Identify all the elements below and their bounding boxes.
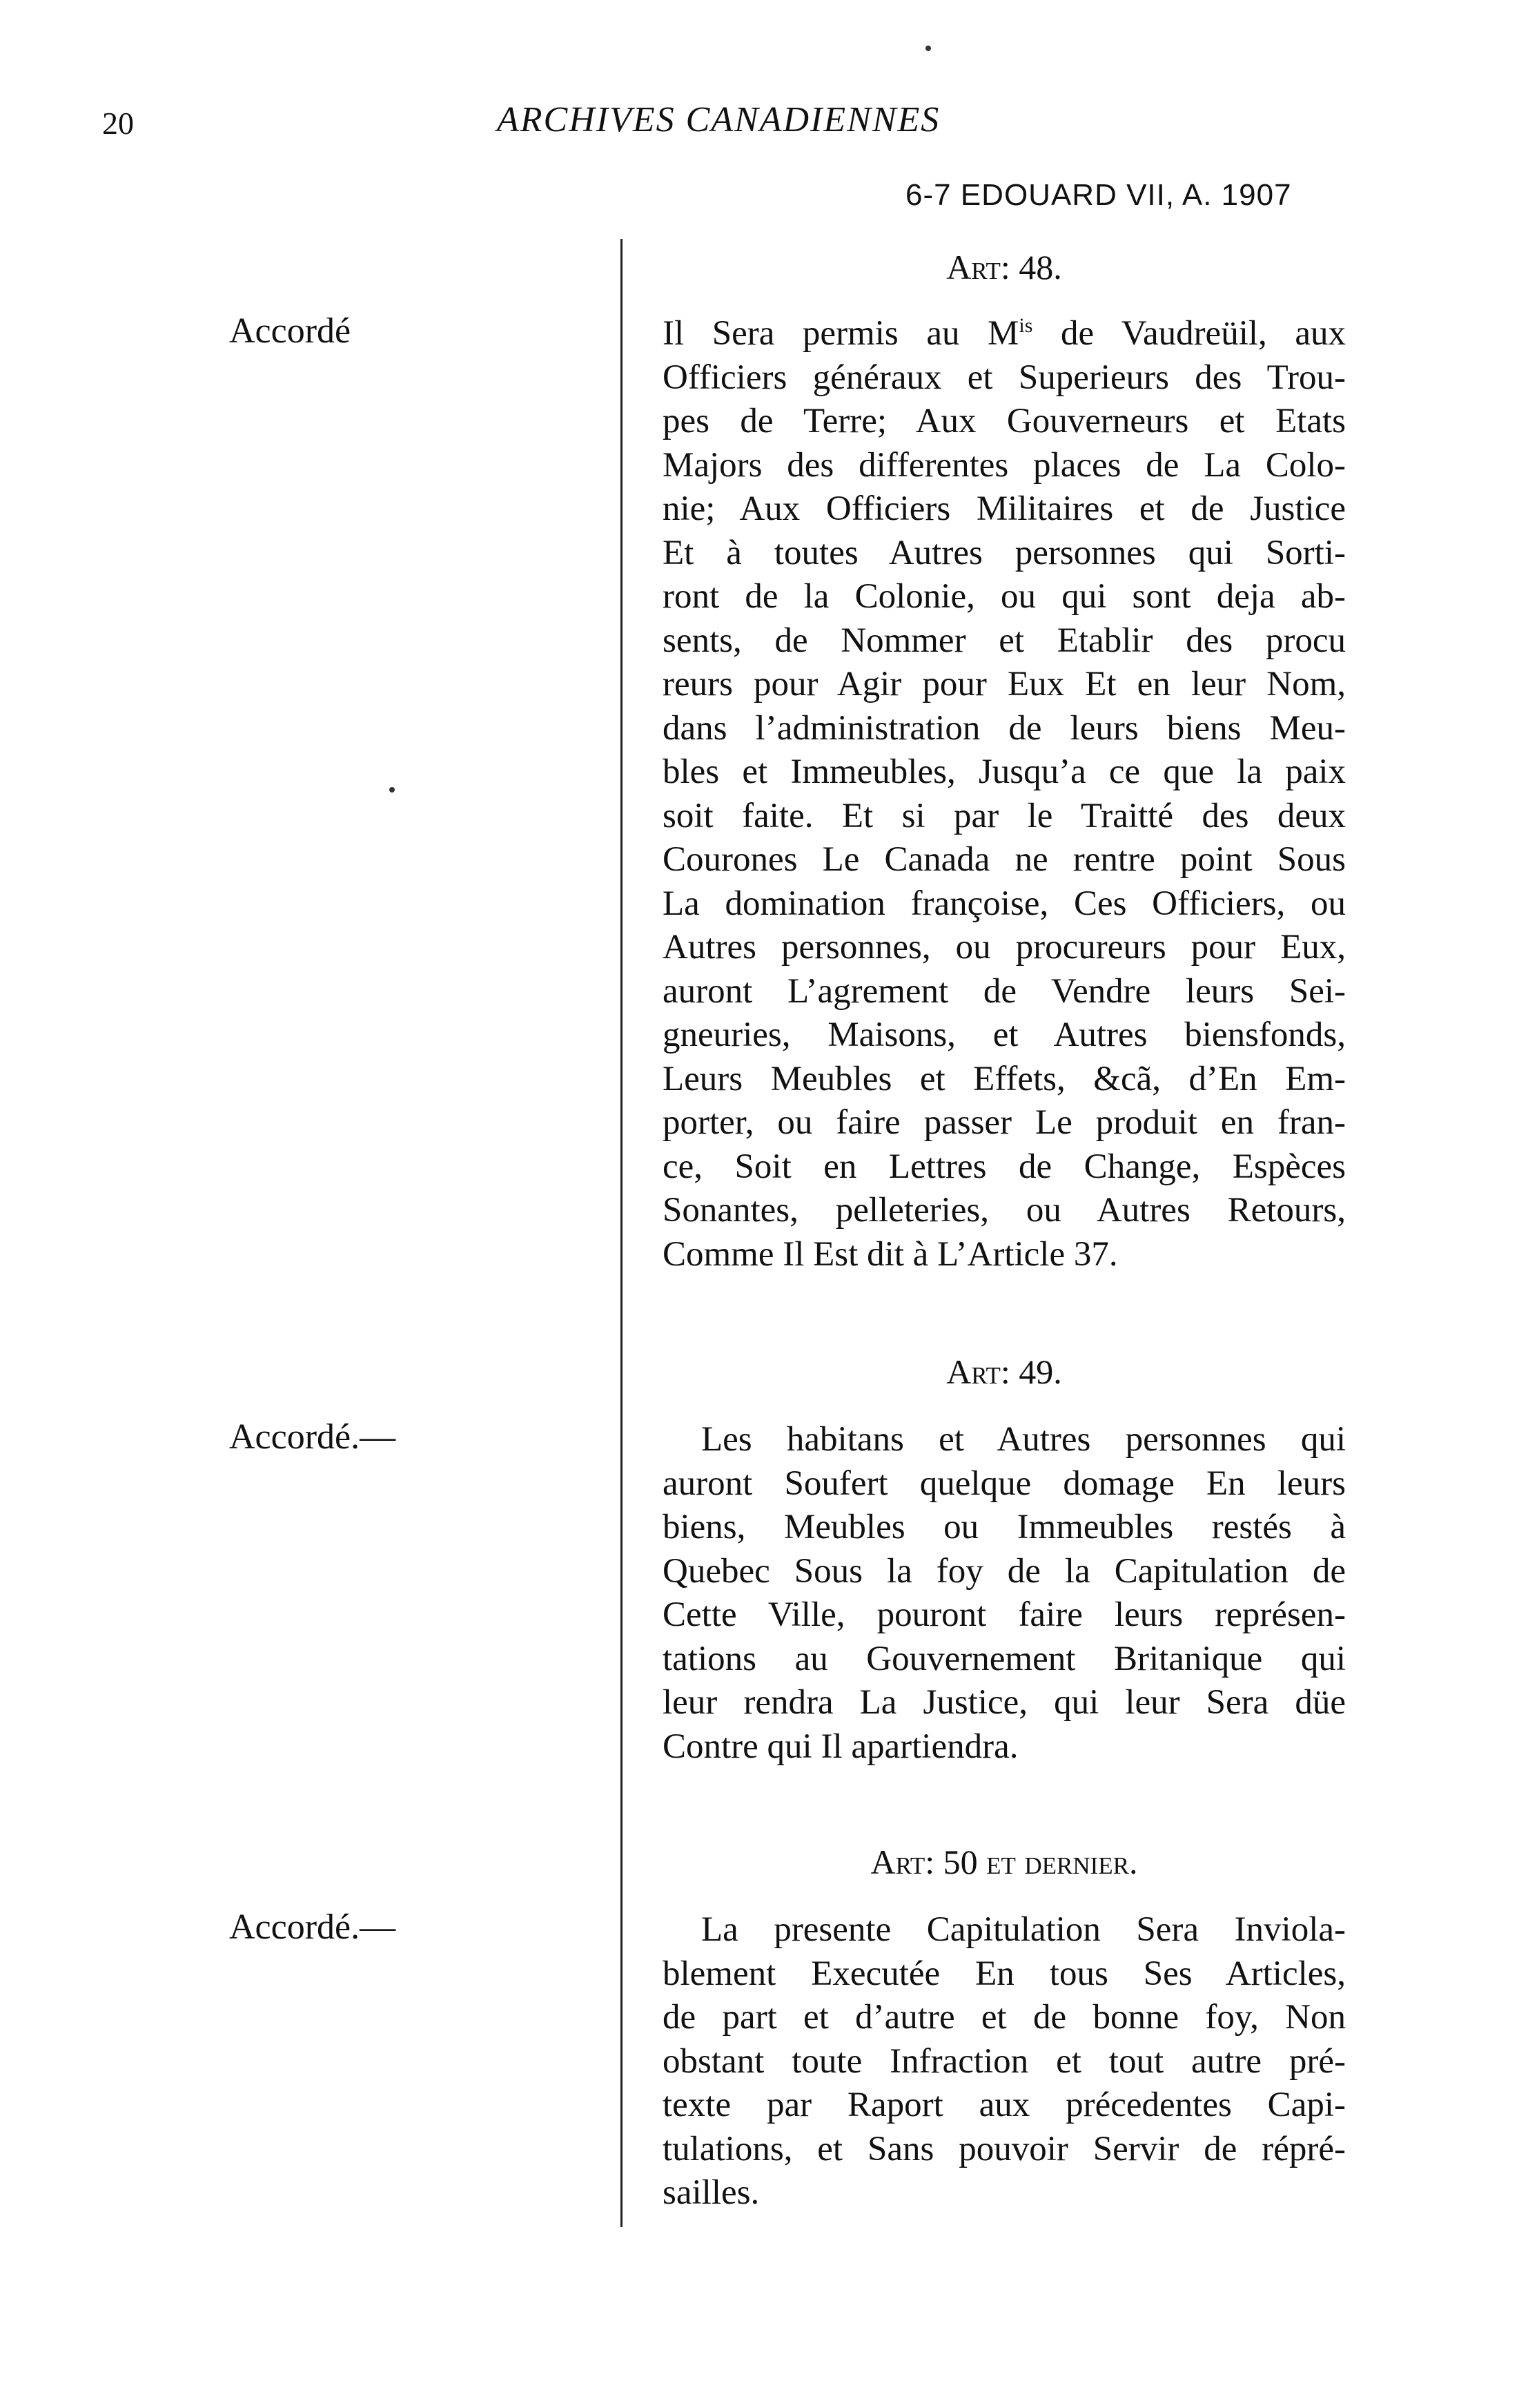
text-line: pes de Terre; Aux Gouverneurs et Etats — [663, 402, 1346, 440]
text-line: blement Executée En tous Ses Articles, — [663, 1954, 1346, 1993]
text-line: nie; Aux Officiers Militaires et de Justice — [663, 489, 1346, 528]
text-line: Majors des differentes places de La Colo- — [663, 445, 1346, 485]
text-line: Contre qui Il apartiendra. — [663, 1727, 1019, 1766]
text-line: obstant toute Infraction et tout autre pré- — [663, 2041, 1346, 2081]
text-line: biens, Meubles ou Immeubles restés à — [663, 1508, 1346, 1546]
text-line: Comme Il Est dit à L’Article 37. — [663, 1234, 1118, 1274]
text-line: auront L’agrement de Vendre leurs Sei- — [663, 971, 1346, 1011]
article-50-response: Accordé.— — [229, 1907, 396, 1947]
text-line: gneuries, Maisons, et Autres biensfonds, — [663, 1016, 1346, 1054]
text-line: tulations, et Sans pouvoir Servir de répré- — [663, 2129, 1346, 2168]
column-rule — [620, 239, 623, 2227]
text-line: bles et Immeubles, Jusqu’a ce que la paix — [663, 752, 1346, 791]
text-line: tations au Gouvernement Britanique qui — [663, 1639, 1346, 1678]
text-line: Il Sera permis au $M^{is}$ de Vaudreüil, aux — [663, 314, 1346, 353]
text-line: sailles. — [663, 2173, 760, 2212]
article-48-response: Accordé — [229, 311, 351, 351]
text-line: Officiers généraux et Superieurs des Trou- — [663, 358, 1346, 397]
text-line: ce, Soit en Lettres de Change, Espèces — [663, 1147, 1346, 1186]
text-line: sents, de Nommer et Etablir des procu — [663, 621, 1346, 660]
article-49-text — [663, 1418, 1346, 1769]
article-48-title: Art: 48. — [946, 248, 1062, 287]
article-50-title: Art: 50 et dernier. — [870, 1843, 1138, 1881]
text-line: ront de la Colonie, ou qui sont deja ab- — [663, 577, 1346, 616]
text-line: Cette Ville, pouront faire leurs représen- — [663, 1595, 1346, 1634]
session-label: 6-7 EDOUARD VII, A. 1907 — [905, 178, 1292, 212]
text-line: Et à toutes Autres personnes qui Sorti- — [663, 533, 1346, 572]
article-49-response: Accordé.— — [229, 1417, 396, 1457]
text-line: Quebec Sous la foy de la Capitulation de — [663, 1551, 1346, 1591]
article-48-text — [663, 312, 1346, 1276]
text-line: Sonantes, pelleteries, ou Autres Retours, — [663, 1191, 1346, 1230]
running-head: ARCHIVES CANADIENNES — [497, 100, 941, 139]
text-line: texte par Raport aux précedentes Capi- — [663, 2086, 1346, 2124]
text-line: de part et d’autre et de bonne foy, Non — [663, 1998, 1346, 2037]
article-49-title: Art: 49. — [946, 1352, 1062, 1391]
text-line: dans l’administration de leurs biens Meu- — [663, 708, 1346, 748]
speck — [925, 46, 931, 51]
text-line: auront Soufert quelque domage En leurs — [663, 1464, 1346, 1503]
text-line: Autres personnes, ou procureurs pour Eux, — [663, 928, 1346, 967]
text-line: reurs pour Agir pour Eux Et en leur Nom, — [663, 665, 1346, 703]
text-line: Courones Le Canada ne rentre point Sous — [663, 840, 1346, 879]
speck — [389, 787, 395, 793]
text-line: La domination françoise, Ces Officiers, ou — [663, 884, 1346, 923]
page-number: 20 — [102, 106, 134, 141]
text-line: leur rendra La Justice, qui leur Sera düe — [663, 1683, 1346, 1722]
text-line: soit faite. Et si par le Traitté des deux — [663, 796, 1346, 835]
article-50-text — [663, 1908, 1346, 2215]
text-line: Les habitans et Autres personnes qui — [701, 1420, 1346, 1459]
text-line: La presente Capitulation Sera Inviola- — [701, 1910, 1346, 1949]
text-line: Leurs Meubles et Effets, &cã, d’En Em- — [663, 1059, 1346, 1098]
text-line: porter, ou faire passer Le produit en fran- — [663, 1103, 1346, 1142]
